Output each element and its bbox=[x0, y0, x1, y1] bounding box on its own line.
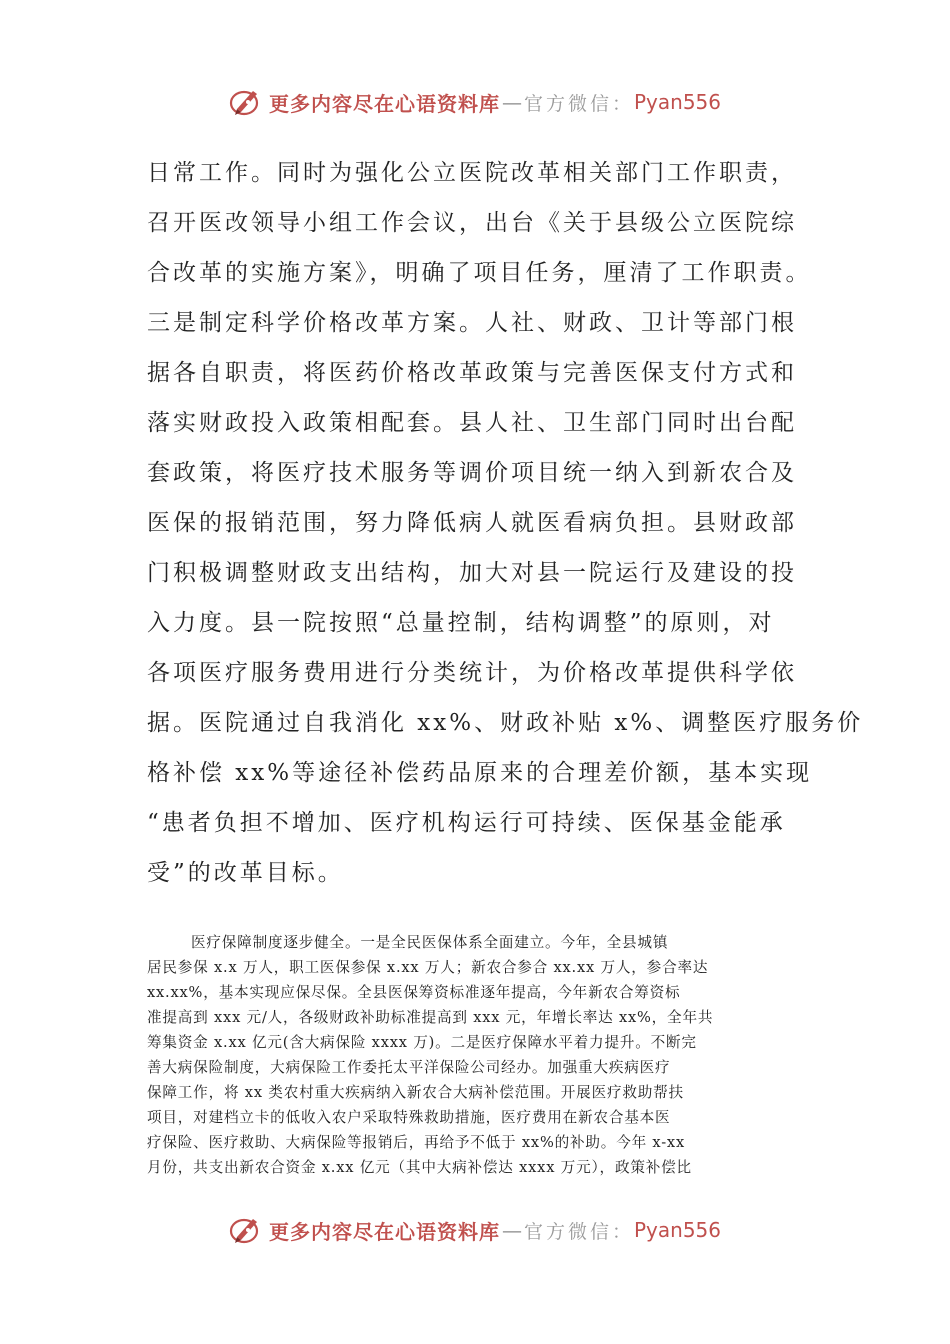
second-paragraph bbox=[147, 930, 827, 1180]
wechat-id: Pyan556 bbox=[634, 90, 722, 114]
wechat-label: 官方微信： bbox=[523, 92, 634, 115]
text-line: 居民参保 x.x 万人，职工医保参保 x.xx 万人；新农合参合 xx.xx 万人，参合率达 bbox=[147, 959, 709, 976]
text-line: 月份，共支出新农合资金 x.xx 亿元（其中大病补偿达 xxxx 万元），政策补偿比 bbox=[147, 1159, 692, 1176]
pen-logo-icon bbox=[229, 1213, 263, 1247]
text-line: 入力度。县一院按照“总量控制，结构调整”的原则，对 bbox=[147, 610, 775, 636]
text-line: 医保的报销范围，努力降低病人就医看病负担。县财政部 bbox=[147, 510, 797, 536]
text-line: “患者负担不增加、医疗机构运行可持续、医保基金能承 bbox=[147, 810, 786, 836]
separator: — bbox=[501, 90, 522, 114]
text-line: 据。医院通过自我消化 xx%、财政补贴 x%、调整医疗服务价 bbox=[147, 710, 864, 736]
text-line: 日常工作。同时为强化公立医院改革相关部门工作职责， bbox=[147, 160, 797, 186]
text-line: 三是制定科学价格改革方案。人社、财政、卫计等部门根 bbox=[147, 310, 797, 336]
text-line: 落实财政投入政策相配套。县人社、卫生部门同时出台配 bbox=[147, 410, 797, 436]
text-line: 疗保险、医疗救助、大病保险等报销后，再给予不低于 xx%的补助。今年 x-xx bbox=[147, 1134, 685, 1151]
wechat-id: Pyan556 bbox=[634, 1218, 722, 1242]
text-line: 各项医疗服务费用进行分类统计，为价格改革提供科学依 bbox=[147, 660, 797, 686]
text-line: 筹集资金 x.xx 亿元(含大病保险 xxxx 万)。二是医疗保障水平着力提升。不断完 bbox=[147, 1034, 697, 1051]
separator: — bbox=[501, 1218, 522, 1242]
text-line: 门积极调整财政支出结构，加大对县一院运行及建设的投 bbox=[147, 560, 797, 586]
text-line: 召开医改领导小组工作会议，出台《关于县级公立医院综 bbox=[147, 210, 797, 236]
text-line: 套政策，将医疗技术服务等调价项目统一纳入到新农合及 bbox=[147, 460, 797, 486]
text-line: 受”的改革目标。 bbox=[147, 860, 344, 886]
wechat-label: 官方微信： bbox=[523, 1220, 634, 1243]
text-line: 医疗保障制度逐步健全。一是全民医保体系全面建立。今年，全县城镇 bbox=[191, 934, 669, 951]
site-name: 更多内容尽在心语资料库 bbox=[268, 91, 500, 116]
text-line: 据各自职责，将医药价格改革政策与完善医保支付方式和 bbox=[147, 360, 797, 386]
main-paragraph bbox=[147, 148, 864, 898]
text-line: 合改革的实施方案》，明确了项目任务，厘清了工作职责。 bbox=[147, 260, 812, 286]
text-line: 项目，对建档立卡的低收入农户采取特殊救助措施，医疗费用在新农合基本医 bbox=[147, 1109, 671, 1126]
header-banner bbox=[0, 82, 950, 122]
text-line: 准提高到 xxx 元/人，各级财政补助标准提高到 xxx 元，年增长率达 xx%，全年共 bbox=[147, 1009, 714, 1026]
text-line: 格补偿 xx%等途径补偿药品原来的合理差价额，基本实现 bbox=[147, 760, 813, 786]
text-line: 保障工作，将 xx 类农村重大疾病纳入新农合大病补偿范围。开展医疗救助帮扶 bbox=[147, 1084, 684, 1101]
pen-logo-icon bbox=[229, 85, 263, 119]
site-name: 更多内容尽在心语资料库 bbox=[268, 1219, 500, 1244]
footer-banner bbox=[0, 1210, 950, 1250]
text-line: xx.xx%，基本实现应保尽保。全县医保筹资标准逐年提高，今年新农合筹资标 bbox=[147, 984, 681, 1001]
text-line: 善大病保险制度，大病保险工作委托太平洋保险公司经办。加强重大疾病医疗 bbox=[147, 1059, 671, 1076]
